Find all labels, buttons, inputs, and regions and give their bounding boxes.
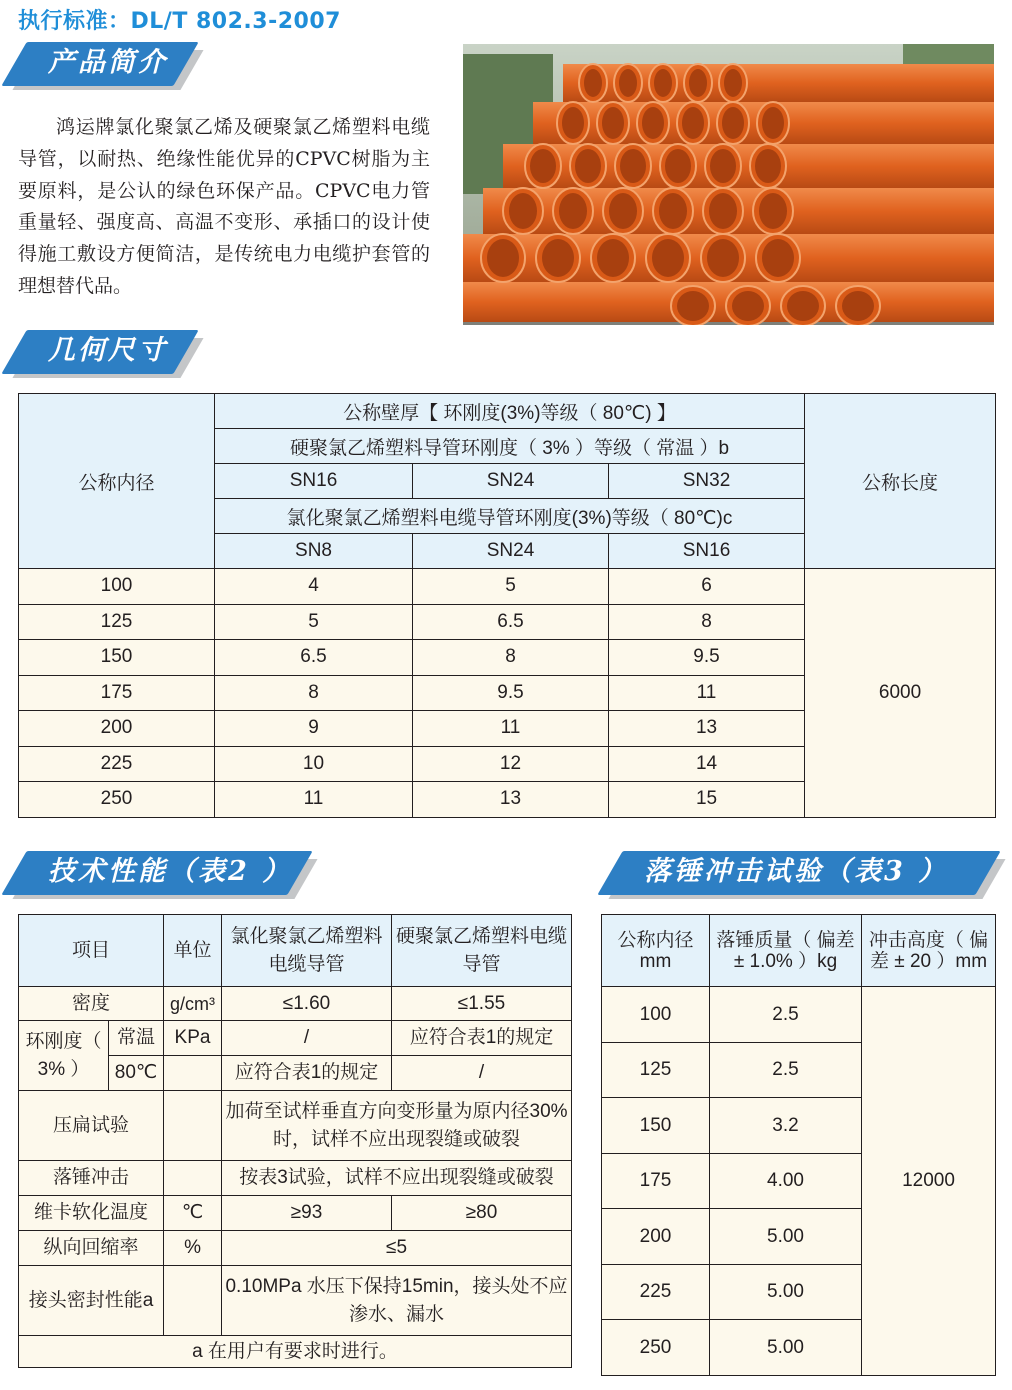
header-diameter-mm: 公称内径mm (602, 915, 710, 987)
cpvc-grade-cell: SN16 (609, 534, 805, 569)
header-unit: 单位 (164, 915, 222, 987)
thickness-cell: 12 (413, 746, 609, 782)
mass-cell: 3.2 (710, 1098, 862, 1154)
section-header-performance-label: 技术性能（表2 ） (48, 856, 293, 887)
header-nominal-diameter: 公称内径 (19, 394, 215, 569)
intro-paragraph: 鸿运牌氯化聚氯乙烯及硬聚氯乙烯塑料电缆导管，以耐热、绝缘性能优异的CPVC树脂为主要原料，是公认的绿色环保产品。CPVC电力管重量轻、强度高、高温不变形、承插口的设计使得施工敷设方便简洁，是传统电力电缆护套管的理想替代品。 (18, 116, 430, 297)
thickness-cell: 8 (215, 675, 413, 711)
shrink-value: ≤5 (222, 1231, 572, 1266)
thickness-cell: 11 (215, 782, 413, 818)
thickness-cell: 9.5 (413, 675, 609, 711)
thickness-cell: 6.5 (413, 604, 609, 640)
table-row (19, 569, 996, 605)
table-row (19, 1021, 572, 1056)
mass-cell: 5.00 (710, 1209, 862, 1265)
pipe-stack-illustration (463, 44, 994, 325)
header-wall-thickness: 公称壁厚【 环刚度(3%)等级（ 80℃) 】 (215, 394, 805, 429)
mass-cell: 2.5 (710, 987, 862, 1043)
header-item: 项目 (19, 915, 164, 987)
section-header-intro (14, 42, 186, 86)
diameter-cell: 150 (19, 640, 215, 676)
shrink-label: 纵向回缩率 (19, 1231, 164, 1266)
table-row (19, 1196, 572, 1231)
thickness-cell: 6.5 (215, 640, 413, 676)
thickness-cell: 11 (609, 675, 805, 711)
ring-hot-unit (164, 1056, 222, 1091)
diameter-cell: 125 (19, 604, 215, 640)
thickness-cell: 9 (215, 711, 413, 747)
diameter-cell: 175 (602, 1153, 710, 1209)
ring-normal-cpvc: / (222, 1021, 392, 1056)
upvc-grade-cell: SN16 (215, 464, 413, 499)
ring-hot-label: 80℃ (109, 1056, 164, 1091)
ring-unit: KPa (164, 1021, 222, 1056)
flatten-value: 加荷至试样垂直方向变形量为原内径30%时，试样不应出现裂缝或破裂 (222, 1091, 572, 1161)
diameter-cell: 250 (19, 782, 215, 818)
flatten-unit (164, 1091, 222, 1161)
ring-hot-upvc: / (392, 1056, 572, 1091)
mass-cell: 2.5 (710, 1042, 862, 1098)
thickness-cell: 15 (609, 782, 805, 818)
footnote: a 在用户有要求时进行。 (19, 1336, 572, 1368)
upvc-grade-cell: SN32 (609, 464, 805, 499)
section-header-impact (610, 851, 988, 895)
thickness-cell: 11 (413, 711, 609, 747)
diameter-cell: 225 (602, 1264, 710, 1320)
header-nominal-length: 公称长度 (805, 394, 996, 569)
table-row (19, 1161, 572, 1196)
geometry-table (18, 393, 996, 818)
ring-hot-cpvc: 应符合表1的规定 (222, 1056, 392, 1091)
thickness-cell: 8 (413, 640, 609, 676)
shrink-unit: % (164, 1231, 222, 1266)
header-upvc-grade: 硬聚氯乙烯塑料导管环刚度（ 3% ）等级（ 常温 ）b (215, 429, 805, 464)
thickness-cell: 4 (215, 569, 413, 605)
table-row (19, 1266, 572, 1336)
header-cpvc-grade: 氯化聚氯乙烯塑料电缆导管环刚度(3%)等级（ 80℃)c (215, 499, 805, 534)
thickness-cell: 10 (215, 746, 413, 782)
drop-label: 落锤冲击 (19, 1161, 164, 1196)
impact-height-value: 12000 (862, 987, 996, 1376)
density-cpvc: ≤1.60 (222, 987, 392, 1021)
pipe-stack-photo (463, 44, 994, 325)
performance-table (18, 914, 572, 1368)
diameter-cell: 250 (602, 1320, 710, 1376)
section-header-geometry-label: 几何尺寸 (48, 335, 168, 366)
mass-cell: 4.00 (710, 1153, 862, 1209)
thickness-cell: 5 (413, 569, 609, 605)
density-upvc: ≤1.55 (392, 987, 572, 1021)
thickness-cell: 6 (609, 569, 805, 605)
density-unit: g/cm³ (164, 987, 222, 1021)
ring-normal-label: 常温 (109, 1021, 164, 1056)
vicat-label: 维卡软化温度 (19, 1196, 164, 1231)
thickness-cell: 9.5 (609, 640, 805, 676)
diameter-cell: 100 (19, 569, 215, 605)
mass-cell: 5.00 (710, 1264, 862, 1320)
section-header-impact-label: 落锤冲击试验（表3 ） (644, 856, 949, 887)
table-row (19, 1336, 572, 1368)
section-header-performance (14, 851, 300, 895)
header-impact-height: 冲击高度（ 偏差 ± 20 ）mm (862, 915, 996, 987)
upvc-grade-cell: SN24 (413, 464, 609, 499)
thickness-cell: 5 (215, 604, 413, 640)
vicat-upvc: ≥80 (392, 1196, 572, 1231)
diameter-cell: 175 (19, 675, 215, 711)
drop-unit (164, 1161, 222, 1196)
table-row (19, 987, 572, 1021)
ring-stiffness-label: 环刚度（ 3% ） (19, 1021, 109, 1091)
standard-title: 执行标准：DL/T 802.3-2007 (18, 9, 341, 34)
vicat-unit: ℃ (164, 1196, 222, 1231)
thickness-cell: 8 (609, 604, 805, 640)
seal-label: 接头密封性能a (19, 1266, 164, 1336)
seal-unit (164, 1266, 222, 1336)
diameter-cell: 200 (19, 711, 215, 747)
header-hammer-mass: 落锤质量（ 偏差 ± 1.0% ）kg (710, 915, 862, 987)
impact-table (601, 914, 996, 1376)
header-cpvc: 氯化聚氯乙烯塑料电缆导管 (222, 915, 392, 987)
header-upvc: 硬聚氯乙烯塑料电缆导管 (392, 915, 572, 987)
diameter-cell: 125 (602, 1042, 710, 1098)
table-row (19, 1231, 572, 1266)
ring-normal-upvc: 应符合表1的规定 (392, 1021, 572, 1056)
diameter-cell: 100 (602, 987, 710, 1043)
thickness-cell: 13 (609, 711, 805, 747)
diameter-cell: 150 (602, 1098, 710, 1154)
cpvc-grade-cell: SN8 (215, 534, 413, 569)
diameter-cell: 200 (602, 1209, 710, 1265)
thickness-cell: 14 (609, 746, 805, 782)
table-row (19, 1091, 572, 1161)
section-header-geometry (14, 330, 186, 374)
table-row (602, 987, 996, 1043)
flatten-label: 压扁试验 (19, 1091, 164, 1161)
vicat-cpvc: ≥93 (222, 1196, 392, 1231)
drop-value: 按表3试验，试样不应出现裂缝或破裂 (222, 1161, 572, 1196)
section-header-intro-label: 产品简介 (48, 47, 168, 78)
mass-cell: 5.00 (710, 1320, 862, 1376)
diameter-cell: 225 (19, 746, 215, 782)
seal-value: 0.10MPa 水压下保持15min，接头处不应渗水、漏水 (222, 1266, 572, 1336)
length-value: 6000 (805, 569, 996, 818)
density-label: 密度 (19, 987, 164, 1021)
cpvc-grade-cell: SN24 (413, 534, 609, 569)
thickness-cell: 13 (413, 782, 609, 818)
